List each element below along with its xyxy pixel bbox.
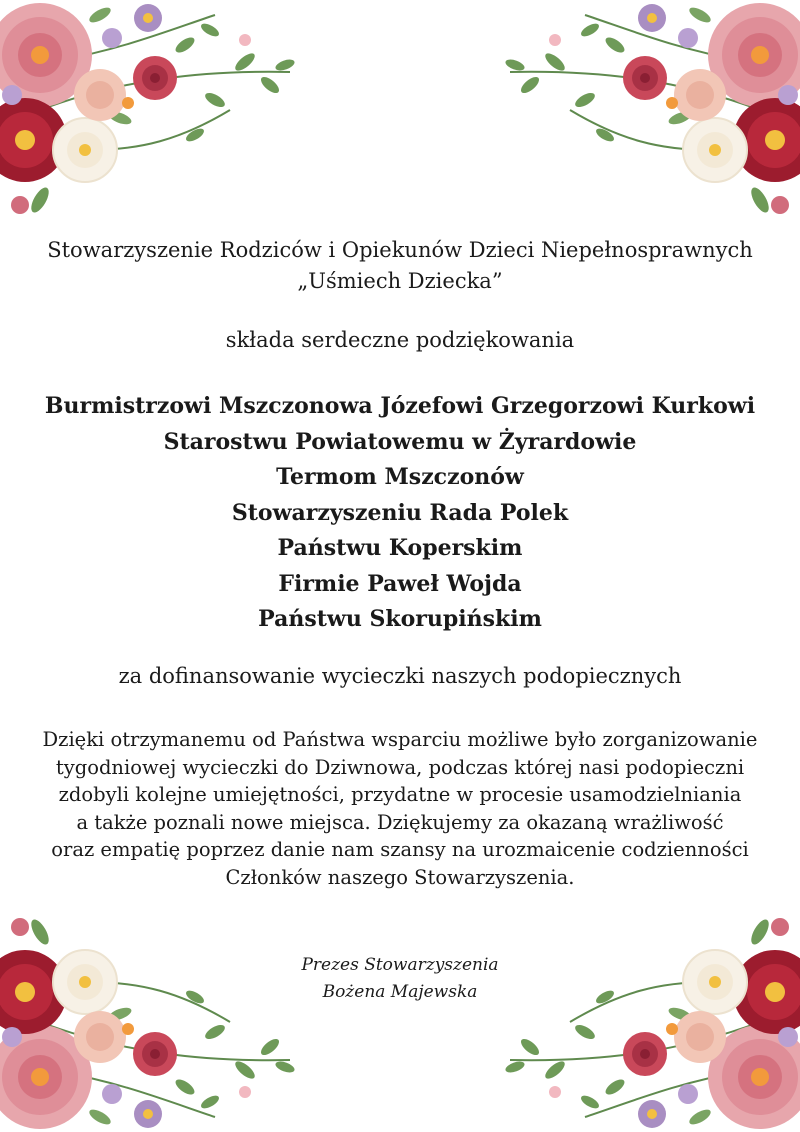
recipient-item: Firmie Paweł Wojda [278, 570, 522, 597]
signature-name: Bożena Majewska [322, 982, 478, 1002]
floral-corner-bottom-right [490, 902, 800, 1132]
floral-corner-top-left [0, 0, 310, 230]
floral-corner-bottom-left [0, 902, 310, 1132]
recipient-list [0, 389, 800, 638]
body-line: zdobyli kolejne umiejętności, przydatne w procesie usamodzielniania [58, 783, 742, 806]
recipient-item: Starostwu Powiatowemu w Żyrardowie [163, 428, 637, 455]
recipient-item: Państwu Skorupińskim [258, 606, 542, 632]
floral-corner-top-right [490, 0, 800, 230]
body-paragraph [0, 726, 800, 891]
purpose-statement: za dofinansowanie wycieczki naszych podopiecznych [118, 664, 682, 688]
body-line: Członków naszego Stowarzyszenia. [225, 865, 575, 889]
organization-line-1: Stowarzyszenie Rodziców i Opiekunów Dzieci Niepełnosprawnych [47, 238, 753, 262]
body-line: oraz empatię poprzez danie nam szansy na urozmaicenie codzienności [51, 838, 749, 861]
organization-name [0, 235, 800, 297]
organization-line-2: „Uśmiech Dziecka” [297, 269, 503, 293]
body-line: a także poznali nowe miejsca. Dziękujemy za okazaną wrażliwość [76, 810, 724, 834]
body-line: Dzięki otrzymanemu od Państwa wsparciu możliwe było zorganizowanie [42, 728, 758, 751]
recipient-item: Burmistrzowi Mszczonowa Józefowi Grzegorzowi Kurkowi [44, 393, 756, 419]
thanks-lead: składa serdeczne podziękowania [225, 328, 575, 352]
recipient-item: Termom Mszczonów [276, 464, 524, 490]
signature-title: Prezes Stowarzyszenia [301, 955, 499, 975]
body-line: tygodniowej wycieczki do Dziwnowa, podczas której nasi podopieczni [55, 755, 745, 779]
recipient-item: Państwu Koperskim [277, 535, 523, 561]
signature-block [0, 952, 800, 1006]
recipient-item: Stowarzyszeniu Rada Polek [231, 499, 569, 526]
